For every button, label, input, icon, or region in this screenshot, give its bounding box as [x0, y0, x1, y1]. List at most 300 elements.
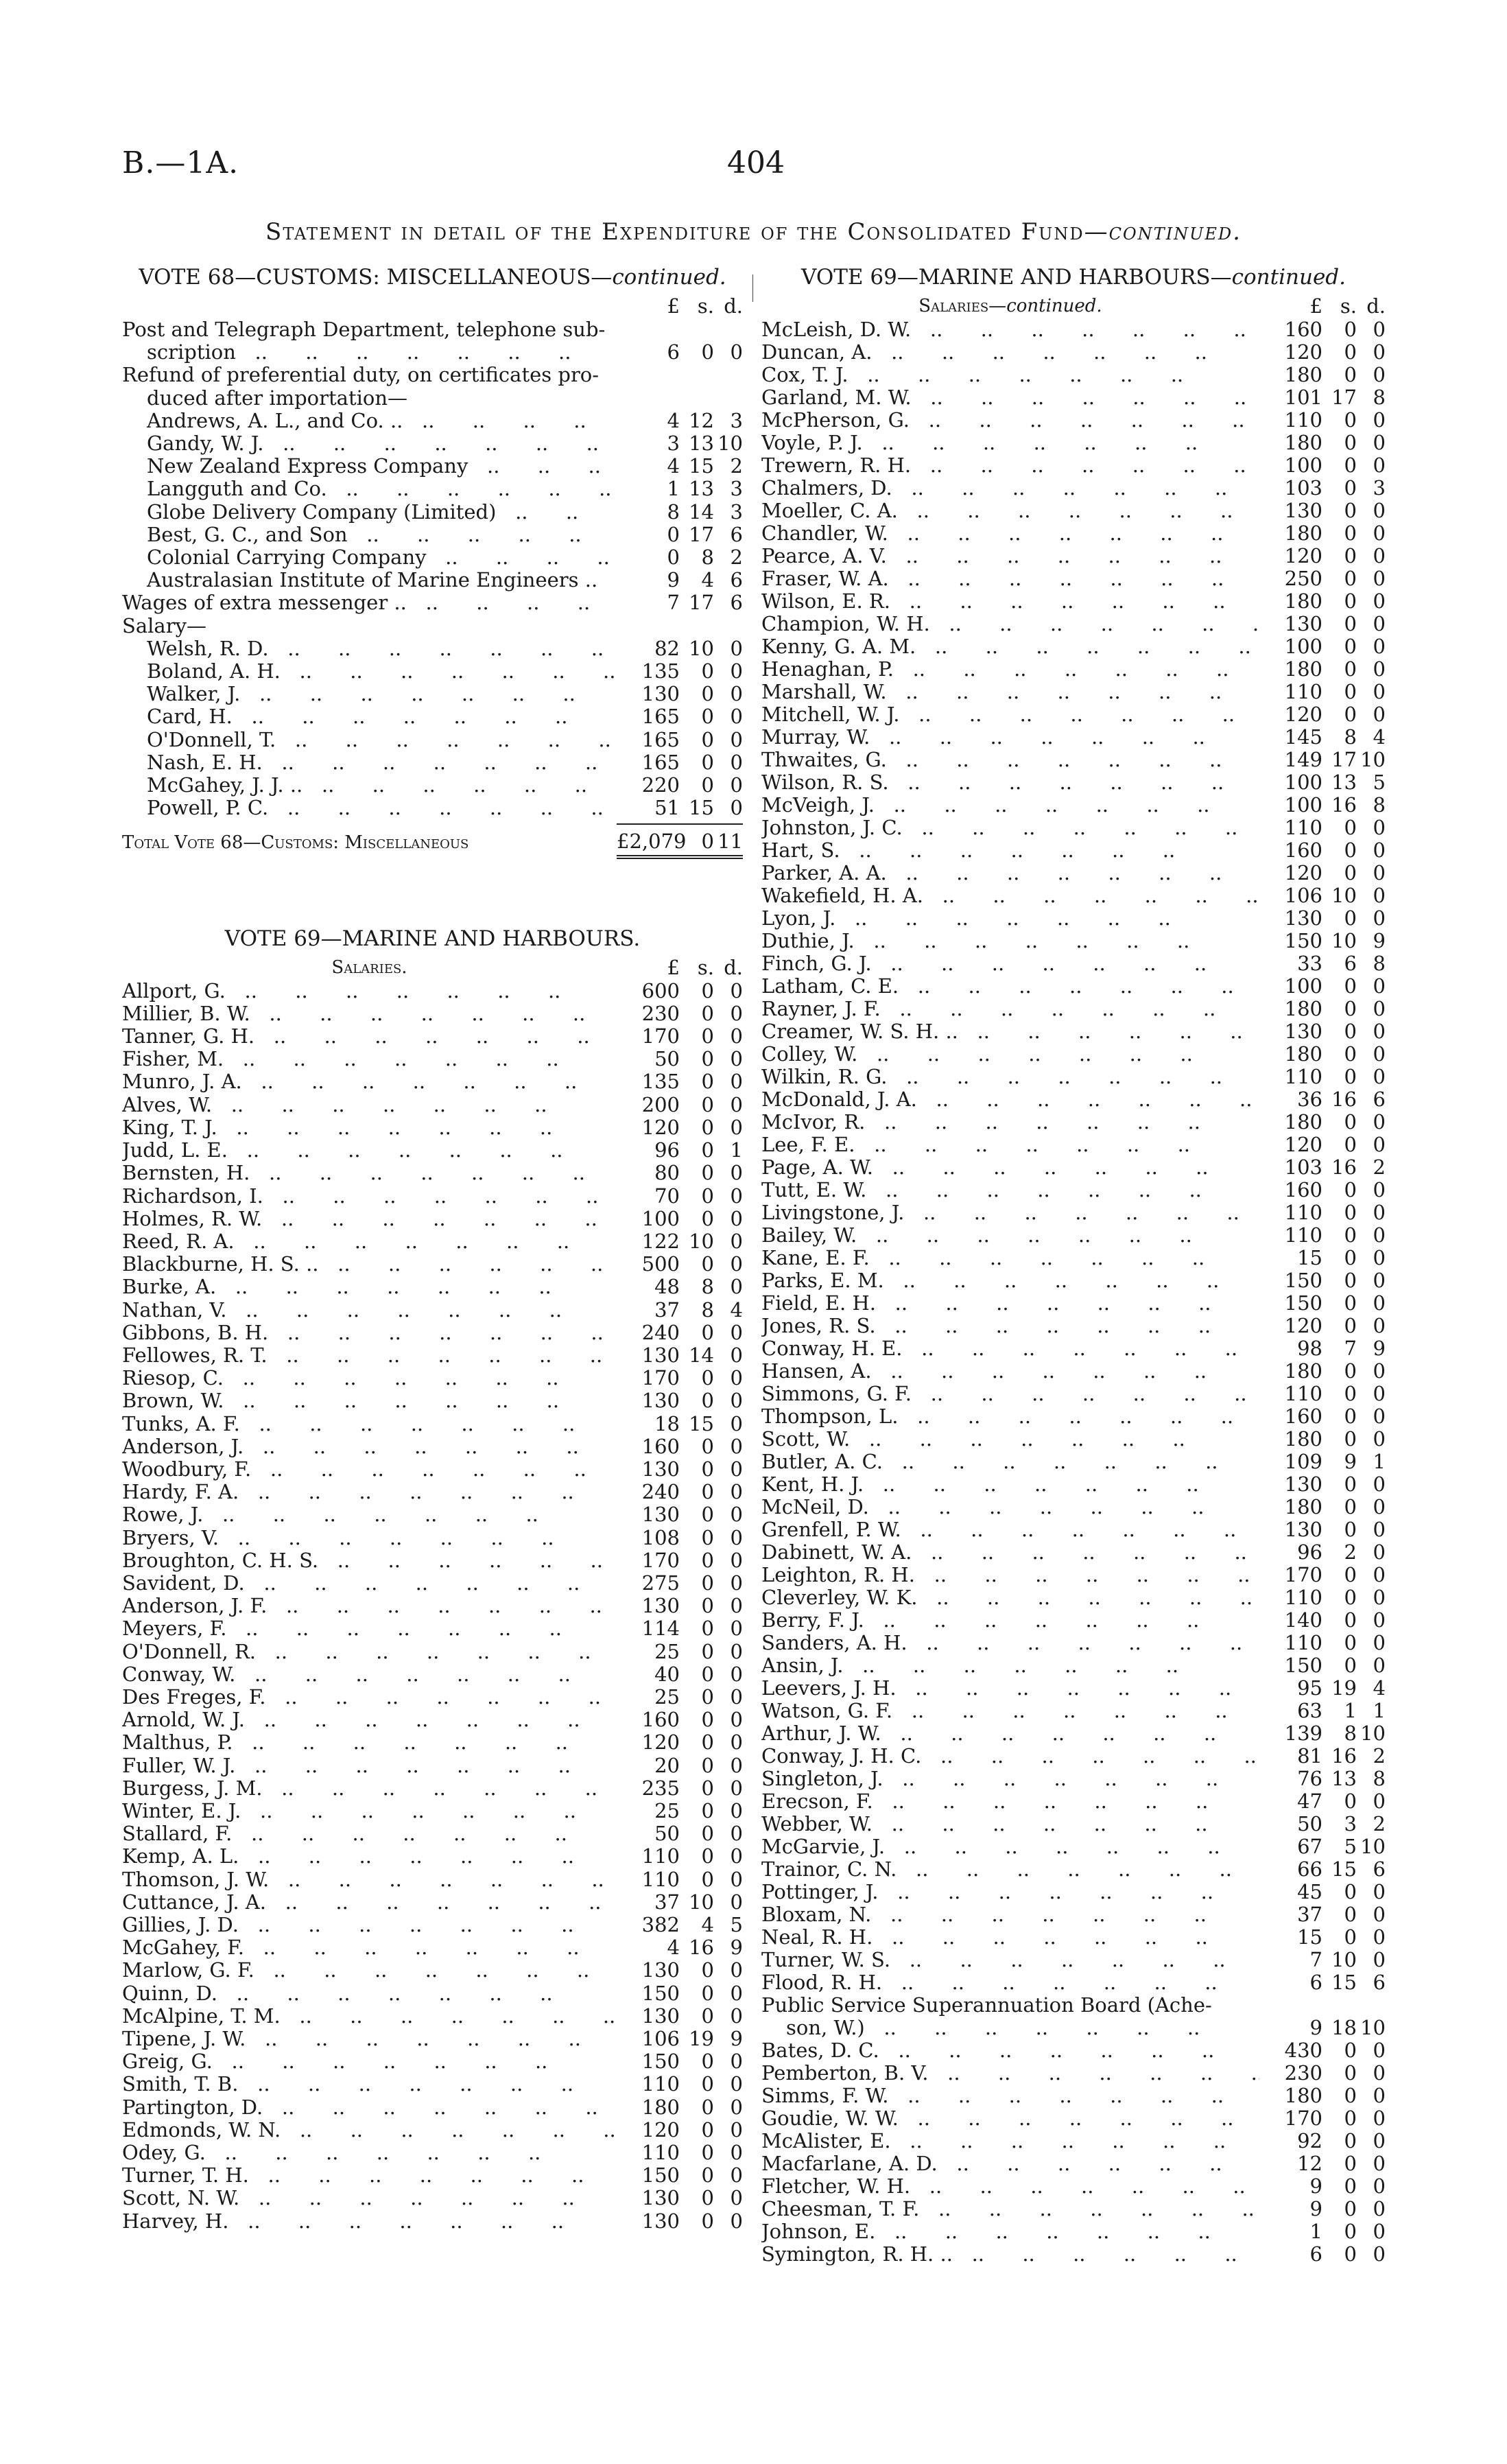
- amount-pence: 0: [730, 2050, 743, 2074]
- ledger-row: [122, 1367, 743, 1389]
- payee-name: Tunks, A. F. ..: [122, 1413, 617, 1435]
- amount-shillings: 0: [701, 1685, 714, 1709]
- payee-name: Blackburne, H. S. .. ..: [122, 1253, 617, 1276]
- ledger-row: [761, 364, 1386, 386]
- payee-name: Fletcher, W. H. ..: [761, 2175, 1259, 2198]
- payee-name: Garland, M. W. ..: [761, 386, 1259, 409]
- payee-name: Jones, R. S. ..: [761, 1315, 1259, 1337]
- payee-name: Murray, W. ..: [761, 726, 1259, 749]
- amount-shillings: 16: [1331, 1744, 1357, 1768]
- amount-shillings: 0: [1344, 1269, 1357, 1292]
- amount-pounds: 120: [641, 2117, 680, 2142]
- amount-pounds: 9: [667, 568, 680, 592]
- ledger-row: [761, 1768, 1386, 1790]
- amount-shillings: 0: [1344, 1563, 1357, 1586]
- psb-entry: son, W.) .. 9 18 10: [761, 2017, 1386, 2039]
- ledger-row: [761, 1451, 1386, 1473]
- payee-name: Pearce, A. V. ..: [761, 545, 1259, 567]
- salaries-subheading: Salaries. £ s. d.: [331, 955, 743, 979]
- payee-name: Boland, A. H. ..: [122, 660, 617, 683]
- payee-name: Riesop, C. ..: [122, 1367, 617, 1389]
- payee-name: Meyers, F. ..: [122, 1617, 617, 1640]
- ledger-row: [761, 817, 1386, 839]
- amount-pence: 0: [1373, 1654, 1386, 1677]
- amount-pounds: 150: [641, 2163, 680, 2187]
- amount-pounds: 120: [641, 1115, 680, 1139]
- amount-pence: 0: [1373, 408, 1386, 432]
- amount-shillings: 0: [701, 1867, 714, 1891]
- amount-pounds: 170: [641, 1366, 680, 1390]
- payee-name: Moeller, C. A. ..: [761, 500, 1259, 522]
- ledger-row: [761, 2243, 1386, 2266]
- amount-shillings: 0: [1344, 1631, 1357, 1654]
- amount-pence: 0: [1373, 363, 1386, 386]
- ledger-row: [122, 1458, 743, 1481]
- amount-pence: 0: [730, 1822, 743, 1846]
- payee-name: Page, A. W. ..: [761, 1156, 1259, 1179]
- amount-shillings: 0: [1344, 318, 1357, 341]
- amount-pence: 0: [730, 1229, 743, 1253]
- amount-pence: 10: [1360, 748, 1386, 771]
- payee-name: McNeil, D. ..: [761, 1496, 1259, 1518]
- amount-shillings: 0: [1344, 2242, 1357, 2266]
- amount-shillings: 0: [701, 1070, 714, 1094]
- ledger-row: [122, 1595, 743, 1617]
- amount-pence: 0: [1373, 1359, 1386, 1383]
- post-telegraph-entry: scription .. 6 0 0: [122, 341, 743, 364]
- payee-name: Gibbons, B. H. ..: [122, 1322, 617, 1344]
- amount-pence: 0: [730, 2141, 743, 2165]
- amount-shillings: 0: [701, 2050, 714, 2074]
- amount-shillings: 0: [1344, 1042, 1357, 1066]
- amount-pounds: 50: [654, 1822, 680, 1846]
- amount-shillings: 16: [1331, 1155, 1357, 1179]
- payee-name: Parker, A. A. ..: [761, 862, 1259, 884]
- amount-shillings: 10: [689, 636, 714, 660]
- ledger-row: [122, 637, 743, 660]
- amount-shillings: 15: [689, 454, 714, 478]
- amount-pounds: 130: [641, 2209, 680, 2233]
- amount-pence: 0: [1373, 816, 1386, 839]
- amount-pence: 0: [1373, 1042, 1386, 1066]
- ledger-row: [761, 1496, 1386, 1518]
- amount-pounds: 250: [1284, 567, 1322, 590]
- amount-pounds: 33: [1297, 952, 1322, 975]
- amount-pounds: 130: [641, 1343, 680, 1367]
- amount-shillings: 0: [1344, 2084, 1357, 2107]
- amount-pounds: 130: [1284, 906, 1322, 930]
- ledger-row: [761, 1043, 1386, 1066]
- amount-shillings: 0: [1344, 544, 1357, 567]
- amount-pounds: 200: [641, 1092, 680, 1116]
- amount-shillings: 0: [1344, 2174, 1357, 2198]
- amount-pounds: 160: [1284, 838, 1322, 862]
- ledger-row: [761, 794, 1386, 817]
- amount-pence: 0: [730, 1617, 743, 1641]
- ledger-row: [761, 1971, 1386, 1994]
- amount-shillings: 0: [1344, 1314, 1357, 1337]
- amount-shillings: 0: [1344, 1880, 1357, 1903]
- payee-name: Andrews, A. L., and Co. .. ..: [122, 410, 617, 432]
- amount-pence: 0: [1373, 544, 1386, 567]
- payee-name: Australasian Institute of Marine Engineers .. ..: [122, 569, 617, 591]
- amount-pounds: 110: [1284, 1223, 1322, 1247]
- amount-pounds: 101: [1284, 386, 1322, 409]
- amount-shillings: 0: [1344, 1382, 1357, 1405]
- amount-shillings: 0: [1344, 454, 1357, 477]
- payee-name: Scott, W. ..: [761, 1428, 1259, 1451]
- ledger-row: [761, 432, 1386, 454]
- post-telegraph-line: Post and Telegraph Department, telephone sub-: [122, 318, 606, 341]
- amount-pence: 0: [1373, 431, 1386, 454]
- payee-name: Erecson, F. ..: [761, 1790, 1259, 1813]
- ledger-row: [761, 1111, 1386, 1134]
- amount-shillings: 0: [701, 1981, 714, 2005]
- amount-pence: 0: [730, 1685, 743, 1709]
- amount-pounds: 135: [641, 659, 680, 683]
- amount-shillings: 0: [1344, 1518, 1357, 1541]
- amount-pence: 0: [730, 1890, 743, 1914]
- amount-pounds: 110: [641, 1867, 680, 1891]
- amount-pounds: 47: [1297, 1790, 1322, 1813]
- amount-shillings: 0: [701, 1115, 714, 1139]
- amount-pence: 0: [730, 1662, 743, 1686]
- payee-name: Edmonds, W. N. ..: [122, 2119, 617, 2142]
- amount-shillings: 0: [701, 1092, 714, 1116]
- amount-shillings: 13: [1331, 1767, 1357, 1790]
- amount-shillings: 0: [701, 2004, 714, 2028]
- ledger-row: [761, 1609, 1386, 1632]
- amount-pence: 10: [717, 432, 743, 456]
- salary-label: Salary—: [122, 614, 206, 637]
- payee-name: Neal, R. H. ..: [761, 1926, 1259, 1949]
- amount-shillings: 15: [689, 796, 714, 820]
- payee-name: Thompson, L. ..: [761, 1405, 1259, 1428]
- amount-pence: 0: [730, 636, 743, 660]
- amount-pounds: 382: [641, 1913, 680, 1936]
- amount-shillings: 10: [689, 1229, 714, 1253]
- amount-shillings: 0: [1344, 1178, 1357, 1201]
- ledger-row: [122, 1276, 743, 1298]
- amount-shillings: 0: [1344, 635, 1357, 658]
- payee-name: Hardy, F. A. ..: [122, 1481, 617, 1503]
- payee-name: Scott, N. W. ..: [122, 2187, 617, 2209]
- amount-shillings: 0: [1344, 1495, 1357, 1518]
- amount-shillings: 2: [1344, 1540, 1357, 1564]
- payee-name: Walker, J. ..: [122, 683, 617, 705]
- amount-pence: 0: [1373, 1314, 1386, 1337]
- amount-pence: 0: [730, 2186, 743, 2210]
- amount-pounds: 130: [1284, 1472, 1322, 1496]
- payee-name: Trewern, R. H. ..: [761, 454, 1259, 477]
- amount-shillings: 13: [1331, 771, 1357, 794]
- amount-pounds: 0: [667, 545, 680, 570]
- ledger-row: [761, 1903, 1386, 1926]
- amount-pounds: 110: [1284, 1382, 1322, 1405]
- amount-pounds: 15: [1297, 1246, 1322, 1269]
- amount-shillings: 0: [701, 1457, 714, 1481]
- refund-line: Refund of preferential duty, on certificates pro-: [122, 364, 600, 387]
- amount-shillings: 19: [1331, 1676, 1357, 1700]
- payee-name: Tutt, E. W. ..: [761, 1179, 1259, 1201]
- ledger-row: [761, 522, 1386, 545]
- payee-name: Chalmers, D. ..: [761, 477, 1259, 500]
- payee-name: Munro, J. A. ..: [122, 1070, 617, 1093]
- amount-pounds: 170: [1284, 2107, 1322, 2130]
- amount-pounds: 108: [641, 1525, 680, 1549]
- amount-shillings: 0: [701, 1184, 714, 1208]
- ledger-row: [122, 1389, 743, 1412]
- ledger-row: [122, 980, 743, 1002]
- payee-name: Holmes, R. W. ..: [122, 1208, 617, 1230]
- amount-pounds: 103: [1284, 476, 1322, 500]
- amount-pence: 8: [1373, 793, 1386, 817]
- amount-pence: 0: [1373, 1133, 1386, 1156]
- ledger-row: [761, 1179, 1386, 1201]
- ledger-row: [122, 1982, 743, 2005]
- payee-name: O'Donnell, T. ..: [122, 729, 617, 751]
- amount-pounds: 180: [1284, 1110, 1322, 1134]
- amount-pence: 0: [730, 1184, 743, 1208]
- ledger-row: [122, 569, 743, 591]
- payee-name: Hart, S. ..: [761, 839, 1259, 862]
- amount-shillings: 19: [689, 2027, 714, 2051]
- payee-name: Latham, C. E. ..: [761, 975, 1259, 998]
- amount-pounds: 120: [1284, 1314, 1322, 1337]
- amount-pounds: 180: [1284, 589, 1322, 613]
- amount-pounds: 180: [641, 2095, 680, 2119]
- ledger-row: [122, 683, 743, 705]
- amount-pence: 5: [1373, 771, 1386, 794]
- ledger-row: [761, 907, 1386, 930]
- payee-name: Rayner, J. F. ..: [761, 998, 1259, 1020]
- amount-pence: 8: [1373, 386, 1386, 409]
- amount-shillings: 0: [1344, 680, 1357, 703]
- amount-pounds: 92: [1297, 2129, 1322, 2152]
- ledger-row: [761, 726, 1386, 749]
- amount-pounds: 50: [1297, 1812, 1322, 1835]
- payee-name: Kent, H. J. ..: [761, 1473, 1259, 1496]
- ledger-row: [122, 2187, 743, 2209]
- payee-name: Livingstone, J. ..: [761, 1201, 1259, 1224]
- amount-pence: 0: [730, 1047, 743, 1071]
- ledger-row: [122, 1322, 743, 1344]
- ledger-row: [761, 1088, 1386, 1111]
- amount-shillings: 6: [1344, 952, 1357, 975]
- amount-shillings: 0: [701, 1161, 714, 1185]
- amount-shillings: 8: [701, 1298, 714, 1322]
- ledger-row: [122, 1845, 743, 1868]
- amount-pence: 0: [730, 2117, 743, 2142]
- payee-name: Fisher, M. ..: [122, 1048, 617, 1070]
- payee-name: Langguth and Co. ..: [122, 478, 617, 500]
- amount-pence: 0: [730, 1981, 743, 2005]
- amount-pence: 0: [1373, 1790, 1386, 1813]
- ledger-row: [761, 862, 1386, 884]
- amount-pence: 0: [1373, 635, 1386, 658]
- amount-pence: 0: [730, 2209, 743, 2233]
- payee-name: McIvor, R. ..: [761, 1111, 1259, 1134]
- amount-shillings: 0: [1344, 1359, 1357, 1383]
- payee-name: McPherson, G. ..: [761, 409, 1259, 432]
- payee-name: Symington, R. H. .. ..: [761, 2243, 1259, 2266]
- payee-name: Duthie, J. ..: [761, 930, 1259, 952]
- amount-pence: 9: [730, 1936, 743, 1960]
- payee-name: Wilson, R. S. ..: [761, 771, 1259, 794]
- payee-name: Mitchell, W. J. ..: [761, 703, 1259, 726]
- amount-pounds: 18: [654, 1411, 680, 1435]
- amount-shillings: 0: [1344, 2061, 1357, 2085]
- amount-pounds: 130: [641, 2186, 680, 2210]
- ledger-row: [122, 1709, 743, 1731]
- ledger-row: [761, 884, 1386, 907]
- amount-shillings: 0: [701, 1776, 714, 1800]
- amount-pounds: 4: [667, 1936, 680, 1960]
- amount-pence: 1: [1373, 1699, 1386, 1722]
- ledger-row: [122, 1959, 743, 1982]
- ledger-row: [122, 1549, 743, 1572]
- amount-shillings: 0: [1344, 612, 1357, 635]
- amount-pence: 0: [730, 1092, 743, 1116]
- amount-pence: 0: [1373, 657, 1386, 681]
- amount-pence: 3: [730, 408, 743, 432]
- ledger-row: [122, 1230, 743, 1253]
- amount-shillings: 0: [1344, 1291, 1357, 1315]
- ledger-row: [761, 2152, 1386, 2175]
- ledger-row: [761, 1949, 1386, 1971]
- amount-pounds: 67: [1297, 1835, 1322, 1858]
- payee-name: Bailey, W. ..: [761, 1224, 1259, 1247]
- amount-pounds: 76: [1297, 1767, 1322, 1790]
- payee-name: Bernsten, H. ..: [122, 1162, 617, 1184]
- amount-pence: 0: [1373, 861, 1386, 884]
- ledger-row: [761, 749, 1386, 771]
- amount-shillings: 0: [1344, 476, 1357, 500]
- amount-shillings: 0: [701, 1708, 714, 1732]
- amount-shillings: 0: [701, 1548, 714, 1572]
- amount-pence: 0: [1373, 838, 1386, 862]
- amount-pounds: 1: [1309, 2220, 1322, 2243]
- amount-shillings: 0: [701, 978, 714, 1002]
- amount-pounds: 120: [1284, 703, 1322, 726]
- payee-name: Creamer, W. S. H. .. ..: [761, 1020, 1259, 1043]
- amount-shillings: 0: [701, 1024, 714, 1048]
- amount-shillings: 0: [1344, 1472, 1357, 1496]
- ledger-row: [761, 771, 1386, 794]
- ledger-row: [122, 1481, 743, 1503]
- payee-name: Welsh, R. D. ..: [122, 637, 617, 660]
- vote69-continued-list-2: [761, 2039, 1386, 2266]
- ledger-row: [761, 1383, 1386, 1405]
- payee-name: Wilson, E. R. ..: [761, 590, 1259, 613]
- amount-pence: 0: [730, 2072, 743, 2096]
- amount-shillings: 0: [701, 1389, 714, 1413]
- amount-pence: 3: [730, 500, 743, 524]
- ledger-row: [122, 2005, 743, 2028]
- amount-pounds: 140: [1284, 1608, 1322, 1632]
- payee-name: Arnold, W. J. ..: [122, 1709, 617, 1731]
- ledger-row: [761, 1269, 1386, 1292]
- amount-pounds: 6: [1309, 2242, 1322, 2266]
- payee-name: Bates, D. C. ..: [761, 2039, 1259, 2062]
- payee-name: Stallard, F. ..: [122, 1822, 617, 1845]
- amount-pounds: 150: [641, 1981, 680, 2005]
- amount-pence: 0: [1373, 2220, 1386, 2243]
- payee-name: Anderson, J. ..: [122, 1435, 617, 1458]
- payee-name: Marshall, W. ..: [761, 681, 1259, 703]
- ledger-row: [122, 1070, 743, 1093]
- amount-pence: 0: [1373, 2039, 1386, 2062]
- amount-pence: 0: [730, 659, 743, 683]
- amount-pounds: 95: [1297, 1676, 1322, 1700]
- amount-shillings: 17: [1331, 748, 1357, 771]
- payee-name: Finch, G. J. ..: [761, 952, 1259, 975]
- amount-pence: 2: [1373, 1155, 1386, 1179]
- payee-name: Colonial Carrying Company ..: [122, 546, 617, 569]
- amount-pence: 0: [1373, 1223, 1386, 1247]
- amount-pounds: 66: [1297, 1857, 1322, 1881]
- amount-shillings: 0: [701, 1434, 714, 1458]
- amount-shillings: 0: [1344, 1223, 1357, 1247]
- amount-shillings: 0: [1344, 838, 1357, 862]
- payee-name: Turner, T. H. ..: [122, 2164, 617, 2187]
- amount-pounds: 109: [1284, 1450, 1322, 1473]
- vote69-salary-list: [122, 980, 743, 2233]
- payee-name: Greig, G. ..: [122, 2050, 617, 2073]
- amount-pounds: 430: [1284, 2039, 1322, 2062]
- ledger-row: [122, 1139, 743, 1162]
- ledger-row: [122, 501, 743, 524]
- ledger-row: [761, 975, 1386, 998]
- amount-pence: 0: [730, 1366, 743, 1390]
- payee-name: Webber, W. ..: [761, 1813, 1259, 1835]
- payee-name: Thomson, J. W. ..: [122, 1868, 617, 1891]
- ledger-row: [761, 1201, 1386, 1224]
- payee-name: Quinn, D. ..: [122, 1982, 617, 2005]
- amount-pence: 0: [1373, 1178, 1386, 1201]
- amount-pounds: 230: [641, 1001, 680, 1025]
- amount-pounds: 103: [1284, 1155, 1322, 1179]
- amount-shillings: 0: [1344, 1925, 1357, 1949]
- amount-pence: 0: [730, 1070, 743, 1094]
- amount-pence: 8: [1373, 1767, 1386, 1790]
- ledger-row: [122, 1617, 743, 1640]
- amount-pence: 0: [1373, 1631, 1386, 1654]
- amount-pounds: 180: [1284, 431, 1322, 454]
- payee-name: Kane, E. F. ..: [761, 1247, 1259, 1269]
- amount-shillings: 4: [701, 1913, 714, 1936]
- amount-pounds: 180: [1284, 1359, 1322, 1383]
- ledger-row: [761, 545, 1386, 567]
- amount-shillings: 0: [1344, 1065, 1357, 1088]
- amount-pence: 0: [1373, 2152, 1386, 2175]
- amount-pounds: 130: [1284, 1020, 1322, 1043]
- amount-pounds: 130: [641, 1594, 680, 1618]
- amount-shillings: 8: [701, 545, 714, 570]
- payee-name: Burke, A. ..: [122, 1276, 617, 1298]
- payee-name: Odey, G. ..: [122, 2142, 617, 2164]
- payee-name: Alves, W. ..: [122, 1094, 617, 1116]
- amount-pence: 0: [730, 1548, 743, 1572]
- amount-shillings: 0: [701, 2186, 714, 2210]
- ledger-row: [122, 774, 743, 797]
- ledger-row: [761, 930, 1386, 952]
- amount-pounds: 1: [667, 477, 680, 501]
- amount-pence: 0: [1373, 1925, 1386, 1949]
- ledger-row: [122, 1663, 743, 1686]
- amount-pence: 0: [1373, 1563, 1386, 1586]
- amount-shillings: 0: [1344, 1133, 1357, 1156]
